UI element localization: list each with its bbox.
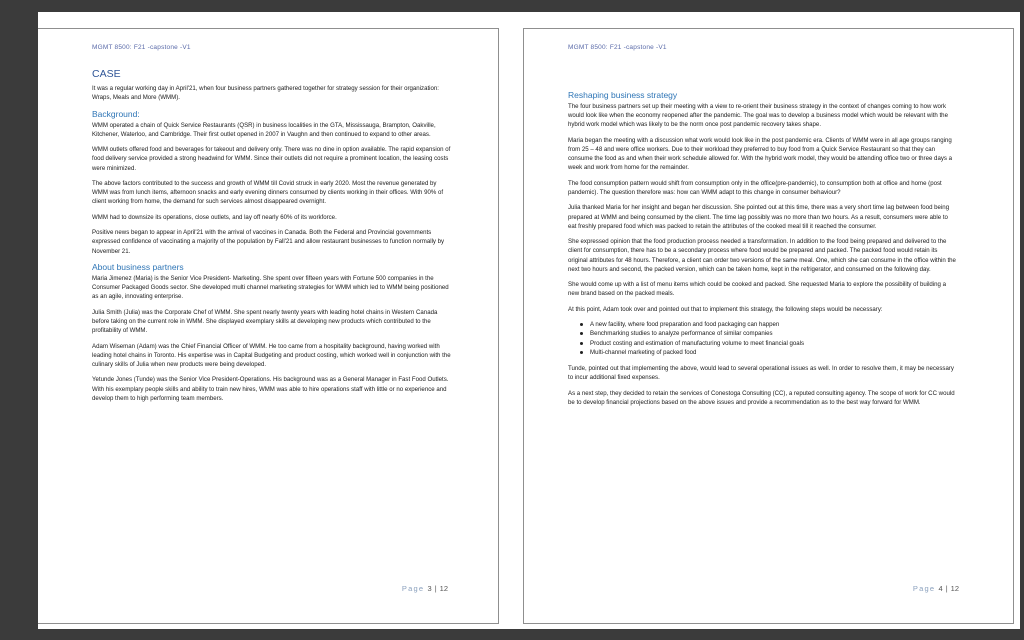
document-viewer[interactable] — [38, 12, 1020, 629]
page-header: MGMT 8500: F21 -capstone -V1 — [568, 44, 667, 51]
paragraph: Positive news began to appear in April'21 with the arrival of vaccines in Canada. Both the Federal and Provincial governments expressed confidence of vaccinating a majority of the population by Fall'21 and allow restaurant businesses to function normally by November 21. — [92, 229, 445, 255]
paragraph: Yetunde Jones (Tunde) was the Senior Vice President-Operations. His background was as a General Manager in Fast Food Outlets. With his exemplary people skills and ability to train new hires, WMM was able to hire operations staff with little or no experience and develop them to high performing team members. — [92, 376, 449, 402]
paragraph: She expressed opinion that the food production process needed a transformation. In addition to the food being prepared and delivered to the client for consumption, there has to be a secondary process where food would be prepared and packed. The packed food would retain its original attributes for 48 hours. Therefore, a client can order two versions of the same meal. One, which she can consume in the office within the next two hours and second, the packed version, which can be taken home, kept in the refrigerator, and consumed on the following day. — [568, 238, 956, 273]
footer-page-total: 12 — [439, 584, 448, 593]
list-item — [590, 339, 956, 348]
list-item-text: Product costing and estimation of manufacturing volume to meet financial goals — [590, 339, 805, 347]
paragraph: Julia Smith (Julia) was the Corporate Chef of WMM. She spent nearly twenty years with leading hotel chains in Western Canada before taking on the current role in WMM. She displayed exemplary skills at developing new products which contributed to the profitability of WMM. — [92, 308, 438, 335]
footer-page-label: Page — [401, 584, 425, 593]
paragraph: Maria began the meeting with a discussion what work would look like in the post pandemic era. Clients of WMM were in all age groups ranging from 25 – 48 and were office workers. Due to their workload they preferred to buy food from a Quick Service Restaurant so that they can consume the food as and when their work schedule allowed for. With the hybrid work model, they would be attending office two or three days a week and work from home for the remainder. — [568, 136, 953, 172]
paragraph: The four business partners set up their meeting with a view to re-orient their business strategy in the context of changes coming to how work would look like when the economy reopened after the pandemic. The goal was to develop a business model which would be relevant with the hybrid work model which was likely to be the norm once post pandemic recovery takes shape. — [568, 103, 948, 129]
paragraph: Adam Wiseman (Adam) was the Chief Financial Officer of WMM. He too came from a hospitality background, having worked with leading hotel chains in Toronto. His expertise was in Capital Budgeting and product costing, which worked well in conjunction with the culinary skills of Julia when new products were being developed. — [92, 342, 451, 368]
footer-page-label: Page — [912, 584, 936, 593]
paragraph: She would come up with a list of menu items which could be cooked and packed. She requested Maria to explore the possibility of building a new brand based on the packed meals. — [568, 281, 947, 298]
intro-paragraph: It was a regular working day in April'21, when four business partners gathered together for strategy session for their organization: Wraps, Meals and More (WMM). — [92, 85, 440, 102]
footer-separator: | — [945, 584, 948, 593]
paragraph: WMM had to downsize its operations, close outlets, and lay off nearly 60% of its workforce. — [92, 213, 337, 221]
page-4 — [523, 28, 1014, 624]
background-heading: Background: — [92, 108, 140, 119]
steps-list — [568, 320, 956, 357]
bullet-icon — [580, 323, 583, 326]
list-item-text: Multi-channel marketing of packed food — [590, 348, 697, 356]
bullet-icon — [580, 342, 583, 345]
page-header: MGMT 8500: F21 -capstone -V1 — [92, 44, 191, 51]
footer-page-total: 12 — [950, 584, 959, 593]
page-4-content — [568, 44, 956, 413]
list-item-text: A new facility, where food preparation and food packaging can happen — [590, 321, 780, 329]
list-item — [590, 320, 956, 329]
paragraph: WMM outlets offered food and beverages for takeout and delivery only. There was no dine in option available. The rapid expansion of food delivery service provided a strong headwind for WMM. Since their outlets did not require a prominent location, the leasing costs were minimized. — [92, 146, 451, 172]
paragraph: At this point, Adam took over and pointed out that to implement this strategy, the following steps would be necessary: — [568, 305, 883, 313]
page-footer — [913, 584, 959, 593]
page-footer — [402, 584, 448, 593]
paragraph: The food consumption pattern would shift from consumption only in the office(pre-pandemic), to consumption both at office and home (post pandemic). The question therefore was: how can WMM adapt to this change in consumer behaviour? — [568, 179, 942, 196]
partners-heading: About business partners — [92, 261, 184, 272]
strategy-heading: Reshaping business strategy — [568, 90, 678, 100]
list-item — [590, 329, 956, 338]
bullet-icon — [580, 351, 583, 354]
bullet-icon — [580, 332, 583, 335]
paragraph: Tunde, pointed out that implementing the above, would lead to several operational issues as well. In order to resolve them, it may be necessary to incur additional fixed expenses. — [568, 364, 954, 382]
footer-page-number: 4 — [938, 584, 943, 593]
paragraph: The above factors contributed to the success and growth of WMM till Covid struck in early 2020. Most the revenue generated by WMM was from lunch items, afternoon snacks and early evening dinners consumed by clients working in their offices. With 90% of client working from home, the demand for such services almost disappeared overnight. — [92, 179, 444, 206]
list-item — [590, 348, 956, 357]
case-title: CASE — [92, 68, 121, 80]
paragraph: Julia thanked Maria for her insight and began her discussion. She pointed out at this time, there was a very short time lag between food being prepared at WMM and being consumed by the client. The time lag possibly was no more than two hours. As a result, consumers were able to eat freshly prepared food which was packed to retain the attributes of the cooked meal till it reached the consumer. — [568, 204, 950, 230]
paragraph: As a next step, they decided to retain the services of Conestoga Consulting (CC), a reputed consulting agency. The scope of work for CC would be to develop financial projections based on the above issues and provide a recommendation as to the best way forward for WMM. — [568, 389, 955, 406]
footer-separator: | — [434, 584, 437, 593]
footer-page-number: 3 — [427, 584, 432, 593]
list-item-text: Benchmarking studies to analyze performance of similar companies — [590, 330, 773, 338]
page-3-content — [92, 44, 454, 409]
paragraph: Maria Jimenez (Maria) is the Senior Vice President- Marketing. She spent over fifteen years with Fortune 500 companies in the Consumer Packaged Goods sector. She developed multi channel marketing strategies for WMM which led to WMM being positioned as an agile, innovating enterprise. — [92, 274, 449, 301]
paragraph: WMM operated a chain of Quick Service Restaurants (QSR) in business localities in the GTA, Mississauga, Brampton, Oakville, Kitchener, Waterloo, and Cambridge. Their first outlet opened in 2007 in Vaughn and then continued to expand to other areas. — [92, 121, 436, 138]
page-3 — [38, 28, 499, 624]
